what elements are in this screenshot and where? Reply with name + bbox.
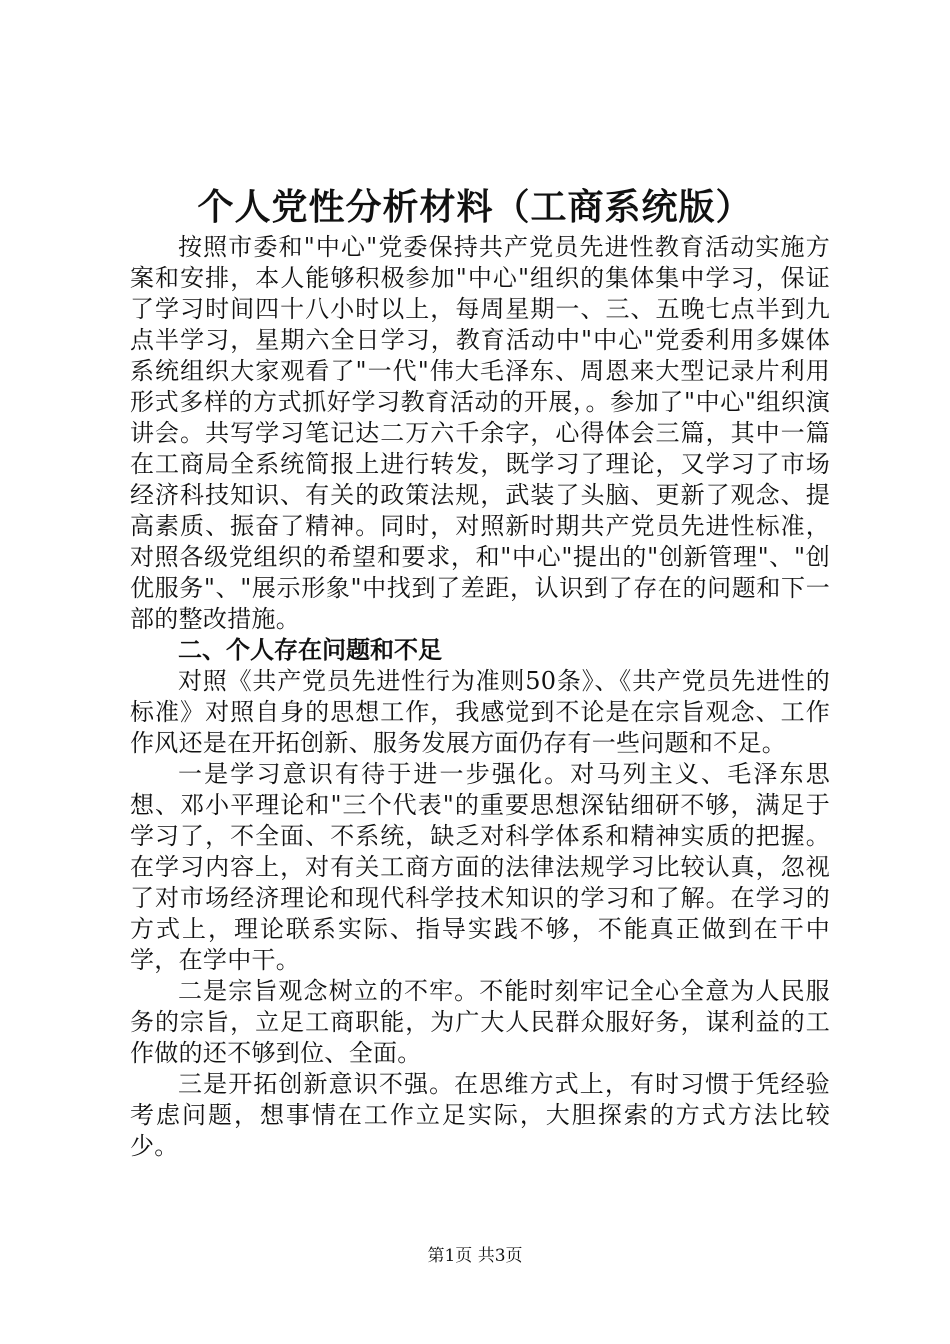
paragraph-intro: 按照市委和"中心"党委保持共产党员先进性教育活动实施方案和安排，本人能够积极参加"中心"组织的集体集中学习，保证了学习时间四十八小时以上，每周星期一、三、五晚七点半到九点半学习，星期六全日学习，教育活动中"中心"党委利用多媒体系统组织大家观看了"一代"伟大毛泽东、周恩来大型记录片利用形式多样的方式抓好学习教育活动的开展，。参加了"中心"组织演讲会。共写学习笔记达二万六千余字，心得体会三篇，其中一篇在工商局全系统简报上进行转发，既学习了理论，又学习了市场经济科技知识、有关的政策法规，武装了头脑、更新了观念、提高素质、振奋了精神。同时，对照新时期共产党员先进性标准，对照各级党组织的希望和要求，和"中心"提出的"创新管理"、"创优服务"、"展示形象"中找到了差距，认识到了存在的问题和下一部的整改措施。 <box>130 233 830 633</box>
document-title: 个人党性分析材料（工商系统版） <box>197 187 753 228</box>
paragraph-point-one: 一是学习意识有待于进一步强化。对马列主义、毛泽东思想、邓小平理论和"三个代表"的重要思想深钻细研不够，满足于学习了，不全面、不系统，缺乏对科学体系和精神实质的把握。在学习内容上，对有关工商方面的法律法规学习比较认真，忽视了对市场经济理论和现代科学技术知识的学习和了解。在学习的方式上，理论联系实际、指导实践不够，不能真正做到在干中学，在学中干。 <box>130 760 830 974</box>
page-number-footer: 第1页 共3页 <box>427 1246 523 1266</box>
paragraph-point-two: 二是宗旨观念树立的不牢。不能时刻牢记全心全意为人民服务的宗旨，立足工商职能，为广大人民群众服好务，谋利益的工作做的还不够到位、全面。 <box>130 977 830 1067</box>
paragraph-standards: 对照《共产党员先进性行为准则50条》、《共产党员先进性的标准》对照自身的思想工作，我感觉到不论是在宗旨观念、工作作风还是在开拓创新、服务发展方面仍存有一些问题和不足。 <box>130 667 830 757</box>
paragraph-point-three: 三是开拓创新意识不强。在思维方式上，有时习惯于凭经验考虑问题，想事情在工作立足实际，大胆探索的方式方法比较少。 <box>130 1070 830 1160</box>
section-heading-problems: 二、个人存在问题和不足 <box>178 636 442 664</box>
document-body <box>130 232 830 1162</box>
